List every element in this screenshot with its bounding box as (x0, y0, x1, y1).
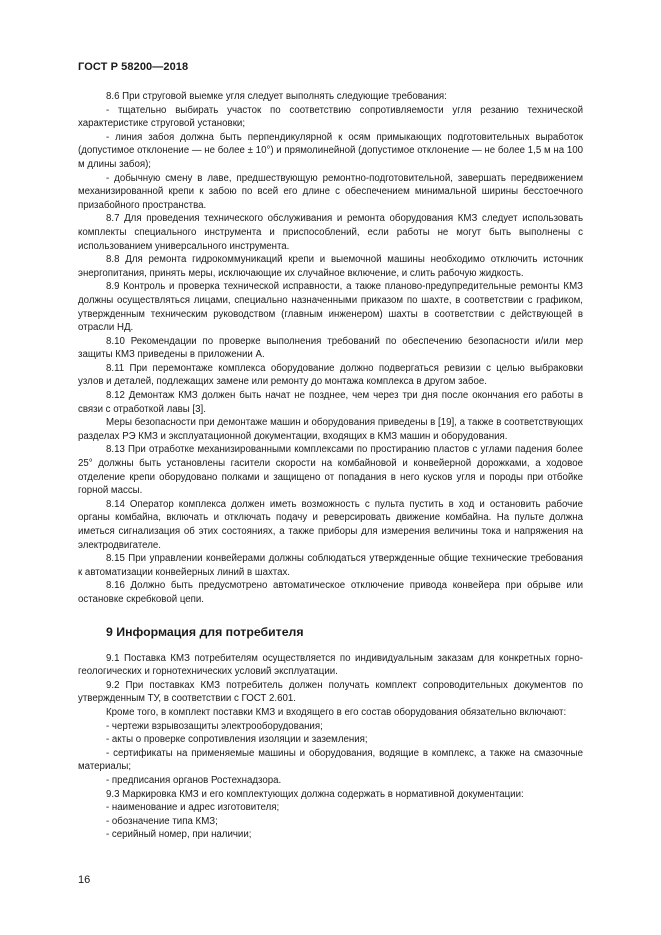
paragraph: 8.13 При отработке механизированными комплексами по простиранию пластов с углами падения более 25° должны быть установлены гасители скорости на комбайновой и конвейерной дорожками, а ходовое отделение крепи оборудовано полками и защищено от попадания в него кусков угля и породы при отбойке горной массы. (78, 444, 583, 497)
paragraph: 8.12 Демонтаж КМЗ должен быть начат не позднее, чем через три дня после окончания его работы в связи с отработкой лавы [3]. (78, 390, 583, 415)
paragraph: 8.9 Контроль и проверка технической исправности, а также планово-предупредительные ремонты КМЗ должны осуществляться лицами, специально назначенными приказом по шахте, в соответствии с графиком, утвержденным техническим руководством (главным инженером) шахты в соответствии с действующей в отрасли НД. (78, 281, 583, 334)
section-9-text (78, 652, 583, 842)
paragraph: 9.1 Поставка КМЗ потребителям осуществляется по индивидуальным заказам для конкретных горно-геологических и горнотехнических условий эксплуатации. (78, 652, 583, 678)
list-item: - тщательно выбирать участок по соответствию сопротивляемости угля резанию технической характеристике струговой установки; (78, 104, 583, 130)
list-item: - предписания органов Ростехнадзора. (106, 774, 282, 786)
list-item: - сертификаты на применяемые машины и оборудования, водящие в комплекс, а также на смазочные материалы; (78, 747, 583, 773)
paragraph: Кроме того, в комплект поставки КМЗ и входящего в его состав оборудования обязательно включают: (106, 706, 567, 718)
paragraph: Меры безопасности при демонтаже машин и оборудования приведены в [19], а также в соответствующих разделах РЭ КМЗ и эксплуатационной документации, входящих в КМЗ машин и оборудования. (78, 417, 583, 442)
section-8-text (78, 90, 583, 607)
paragraph: 8.7 Для проведения технического обслуживания и ремонта оборудования КМЗ следует использовать комплекты специального инструмента и приспособлений, если работы не могут быть выполнены с использованием универсального инструмента. (78, 213, 583, 252)
list-item: - добычную смену в лаве, предшествующую ремонтно-подготовительной, завершать передвижением механизированной крепи к забою по всей его длине с обеспечением минимальной ширины бесстоечного призабойного пространства. (78, 172, 583, 211)
paragraph: 8.14 Оператор комплекса должен иметь возможность с пульта пустить в ход и остановить рабочие органы комбайна, включать и отключать подачу и реверсировать движение комбайна. На пульте должна иметься сигнализация об этих состояниях, а также приборы для измерения величины тока и напряжения на электродвигателе. (78, 498, 583, 551)
list-item: - серийный номер, при наличии; (106, 829, 252, 841)
paragraph: 8.16 Должно быть предусмотрено автоматическое отключение привода конвейера при обрыве или остановке скребковой цепи. (78, 580, 583, 605)
paragraph: 8.15 При управлении конвейерами должны соблюдаться утвержденные общие технические требования к автоматизации конвейерных линий в шахтах. (78, 553, 583, 578)
document-body (78, 90, 583, 842)
section-title: 9 Информация для потребителя (106, 624, 304, 639)
paragraph: 8.10 Рекомендации по проверке выполнения требований по обеспечению безопасности и/или мер защиты КМЗ приведены в приложении А. (78, 335, 583, 361)
list-item: - акты о проверке сопротивления изоляции и заземления; (106, 734, 368, 746)
page-number: 16 (78, 874, 91, 886)
paragraph: 8.8 Для ремонта гидрокоммуникаций крепи и выемочной машины необходимо отключить источник энергопитания, принять меры, исключающие их случайное включение, и слить рабочую жидкость. (78, 254, 583, 279)
paragraph: 9.2 При поставках КМЗ потребитель должен получать комплект сопроводительных документов по утвержденным ТУ, в соответствии с ГОСТ 2.601. (78, 679, 583, 705)
list-item: - обозначение типа КМЗ; (106, 815, 218, 827)
paragraph: 8.11 При перемонтаже комплекса оборудование должно подвергаться ревизии с целью выбраковки узлов и деталей, подлежащих замене или ремонту до монтажа комплекса в другом забое. (78, 362, 583, 388)
list-item: - чертежи взрывозащиты электрооборудования; (106, 720, 323, 732)
document-header: ГОСТ Р 58200—2018 (78, 61, 189, 73)
paragraph: 9.3 Маркировка КМЗ и его комплектующих должна содержать в нормативной документации: (106, 788, 524, 800)
list-item: - линия забоя должна быть перпендикулярной к осям примыкающих подготовительных выработок (допустимое отклонение — не более ± 10°) и прямолинейной (допустимое отклонение — не более 1,5 м на 100 м длины забоя); (78, 131, 583, 170)
paragraph: 8.6 При струговой выемке угля следует выполнять следующие требования: (106, 91, 447, 102)
list-item: - наименование и адрес изготовителя; (106, 802, 280, 814)
